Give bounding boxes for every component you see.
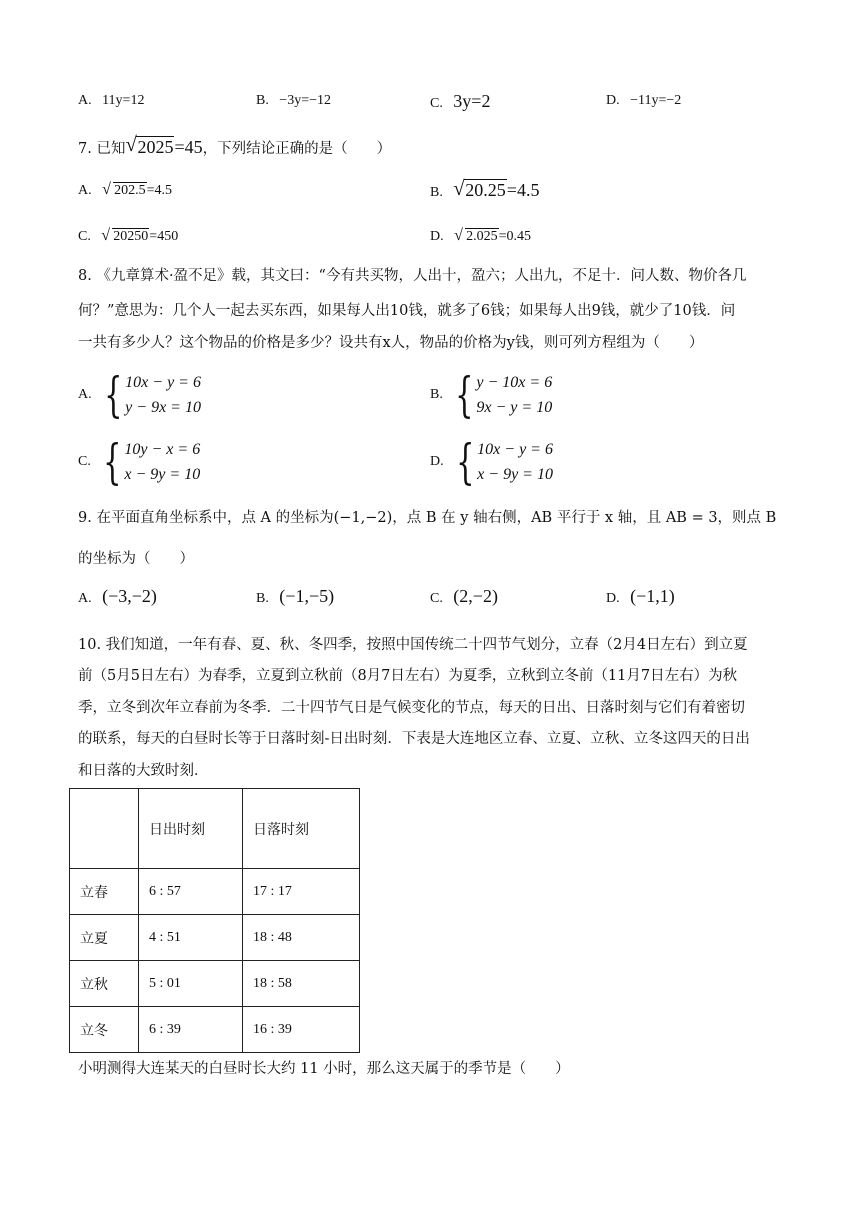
table-cell: 17 : 17 <box>243 869 360 915</box>
sqrt-symbol: √ 2.025 <box>454 227 498 244</box>
table-cell: 6 : 57 <box>139 869 243 915</box>
table-row <box>70 915 360 961</box>
table-header-cell <box>70 789 139 869</box>
table-cell: 立春 <box>70 869 139 915</box>
table-cell: 6 : 39 <box>139 1007 243 1053</box>
q8-option-b[interactable]: B. { y − 10x = 6 9x − y = 10 <box>430 367 553 423</box>
q6-option-a[interactable]: A. 11y=12 <box>78 93 145 108</box>
q6-option-a-expr: 11y=12 <box>102 93 145 108</box>
q6-option-c-expr: 3y=2 <box>453 91 491 111</box>
q8-stem-line1: 8. 《九章算术·盈不足》载，其文曰：“今有共买物，人出十，盈六；人出九，不足十．问人数、物价各几 <box>78 268 747 284</box>
q10-question: 小明测得大连某天的白昼时长大约 11 小时，那么这天属于的季节是（ ） <box>78 1061 570 1077</box>
q10-stem-line1: 10. 我们知道，一年有春、夏、秋、冬四季，按照中国传统二十四节气划分，立春（2月4日左右）到立夏 <box>78 637 748 653</box>
q8-stem-line2: 何？”意思为：几个人一起去买东西，如果每人出10钱，就多了6钱；如果每人出9钱，就少了10钱．问 <box>78 303 736 319</box>
table-cell: 立冬 <box>70 1007 139 1053</box>
q9-stem-line2: 的坐标为（ ） <box>78 551 194 567</box>
q8-stem-line3: 一共有多少人？这个物品的价格是多少？设共有x人，物品的价格为y钱，则可列方程组为（ ） <box>78 335 704 351</box>
sunrise-sunset-table <box>69 788 360 1053</box>
sqrt-symbol: √ 2025 <box>125 134 174 157</box>
q7-option-c[interactable]: C. √ 20250=450 <box>78 227 179 244</box>
q8-option-a[interactable]: A. { 10x − y = 6 y − 9x = 10 <box>78 367 201 423</box>
table-cell: 立秋 <box>70 961 139 1007</box>
table-cell: 5 : 01 <box>139 961 243 1007</box>
q8-option-d[interactable]: D. { 10x − y = 6 x − 9y = 10 <box>430 434 553 490</box>
table-cell: 立夏 <box>70 915 139 961</box>
table-cell: 4 : 51 <box>139 915 243 961</box>
q9-stem-line1: 9. 在平面直角坐标系中，点 A 的坐标为(−1,−2)，点 B 在 y 轴右侧，AB 平行于 x 轴，且 AB = 3，则点 B <box>78 510 777 526</box>
q10-stem-line4: 的联系，每天的白昼时长等于日落时刻-日出时刻．下表是大连地区立春、立夏、立秋、立冬这四天的日出 <box>78 731 750 747</box>
q9-option-b[interactable]: B. (−1,−5) <box>256 586 335 606</box>
left-brace: { <box>102 434 122 490</box>
table-row <box>70 961 360 1007</box>
left-brace: { <box>455 434 475 490</box>
q7-stem: 7. 已知 √ 2025=45，下列结论正确的是（ ） <box>78 132 391 164</box>
q7-option-d[interactable]: D. √ 2.025=0.45 <box>430 227 531 244</box>
table-header-cell: 日出时刻 <box>139 789 243 869</box>
table-header-cell: 日落时刻 <box>243 789 360 869</box>
table-cell: 18 : 58 <box>243 961 360 1007</box>
q6-option-c[interactable]: C. 3y=2 <box>430 91 491 111</box>
q6-option-b[interactable]: B. −3y=−12 <box>256 93 331 108</box>
sqrt-symbol: √ 20.25 <box>453 178 506 200</box>
q8-option-c[interactable]: C. { 10y − x = 6 x − 9y = 10 <box>78 434 201 490</box>
q10-stem-line5: 和日落的大致时刻． <box>78 763 209 779</box>
table-row <box>70 869 360 915</box>
q6-option-d-expr: −11y=−2 <box>630 93 682 108</box>
table-row <box>70 1007 360 1053</box>
sqrt-symbol: √ 202.5 <box>102 181 146 198</box>
table-cell: 18 : 48 <box>243 915 360 961</box>
q10-stem-line2: 前（5月5日左右）为春季，立夏到立秋前（8月7日左右）为夏季，立秋到立冬前（11月7日左右）为秋 <box>78 668 738 684</box>
q9-option-a[interactable]: A. (−3,−2) <box>78 586 157 606</box>
left-brace: { <box>454 367 474 423</box>
q6-option-b-expr: −3y=−12 <box>279 93 331 108</box>
q7-option-a[interactable]: A. √ 202.5=4.5 <box>78 181 172 198</box>
table-header-row <box>70 789 360 869</box>
q9-option-c[interactable]: C. (2,−2) <box>430 586 498 606</box>
q9-option-d[interactable]: D. (−1,1) <box>606 586 675 606</box>
table-cell: 16 : 39 <box>243 1007 360 1053</box>
sqrt-symbol: √ 20250 <box>101 227 149 244</box>
q7-option-b[interactable]: B. √ 20.25=4.5 <box>430 178 540 200</box>
q10-stem-line3: 季，立冬到次年立春前为冬季．二十四节气日是气候变化的节点，每天的日出、日落时刻与它们有着密切 <box>78 700 745 716</box>
q6-option-d[interactable]: D. −11y=−2 <box>606 93 682 108</box>
left-brace: { <box>103 367 123 423</box>
